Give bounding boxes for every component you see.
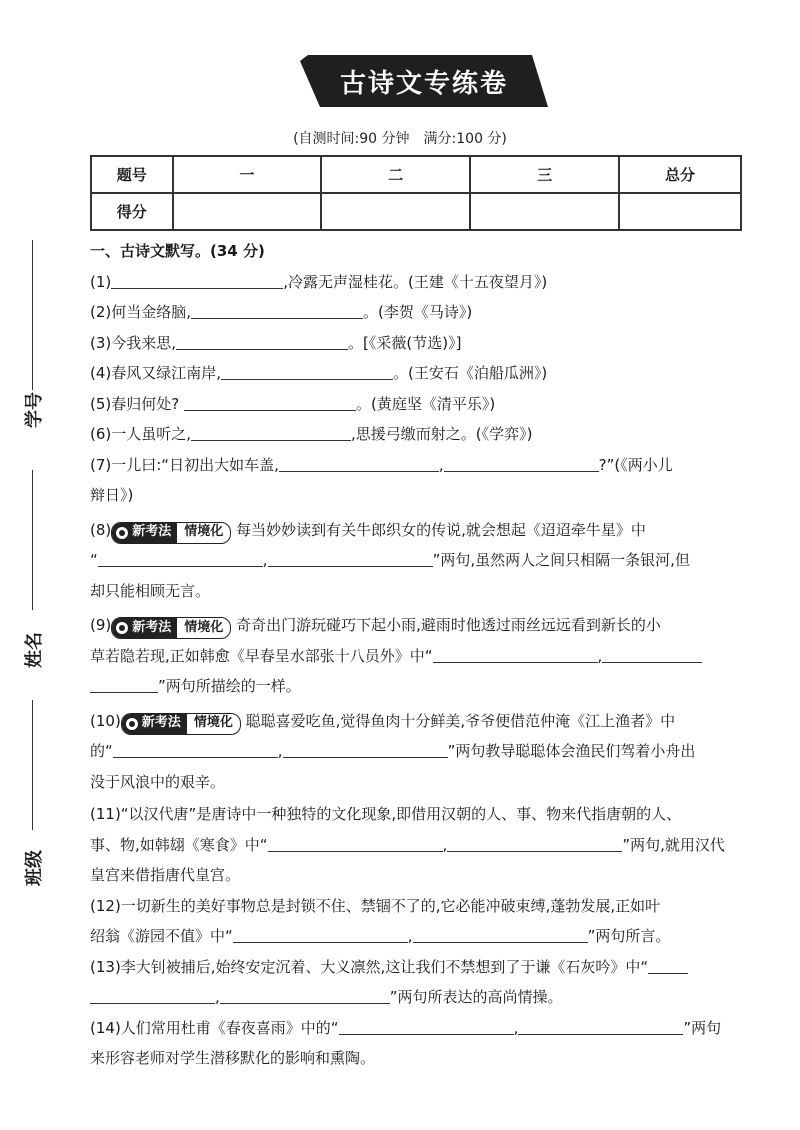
question-10 [90, 706, 760, 737]
table-cell: 总分 [619, 156, 741, 193]
q-text: , [215, 988, 220, 1006]
answer-blank[interactable] [90, 985, 215, 1004]
table-cell: 题号 [91, 156, 173, 193]
q-text: (13)李大钊被捕后,始终安定沉着、大义凛然,这让我们不禁想到了于谦《石灰吟》中“ [90, 957, 649, 976]
q-text: ”两句所言。 [587, 927, 671, 945]
answer-blank[interactable] [113, 739, 278, 758]
q-number: (8) [90, 520, 112, 539]
question-1 [90, 267, 760, 298]
q-text: 聪聪喜爱吃鱼,觉得鱼肉十分鲜美,爷爷便借范仲淹《江上渔者》中 [245, 711, 676, 730]
banji-line [32, 700, 33, 830]
q-text: , [262, 551, 268, 569]
q-text: (1) [90, 272, 112, 291]
q-text: 来形容老师对学生潜移默化的影响和熏陶。 [90, 1049, 376, 1067]
score-input-cell[interactable] [321, 193, 470, 230]
q-text: 皇宫来借指唐代皇宫。 [90, 866, 241, 884]
answer-blank[interactable] [90, 674, 158, 693]
question-14 [90, 1013, 760, 1044]
q-number: (9) [90, 616, 112, 634]
xuehao-line [32, 240, 33, 390]
q-text: 绍翁《游园不值》中“ [90, 927, 233, 945]
q-text: (2)何当金络脑, [90, 303, 192, 321]
question-5 [90, 389, 760, 420]
q-text: 奇奇出门游玩碰巧下起小雨,避雨时他透过雨丝远远看到新长的小 [236, 616, 661, 634]
question-11 [90, 799, 760, 830]
question-content [90, 236, 760, 1074]
q-text: , [438, 455, 444, 474]
q-text: ”两句教导聪聪体会渔民们驾着小舟出 [447, 742, 696, 760]
page-title: 古诗文专练卷 [339, 69, 508, 99]
new-method-tag: 新考法 情境化 [121, 713, 241, 735]
score-table-header-row [91, 156, 741, 193]
answer-blank[interactable] [184, 392, 356, 411]
question-10-line3 [90, 767, 760, 798]
q-text: 。(黄庭坚《清平乐》) [356, 394, 496, 413]
question-12 [90, 891, 760, 922]
answer-blank[interactable] [339, 1016, 514, 1035]
question-13-line2 [90, 982, 760, 1013]
title-banner [0, 55, 800, 115]
question-12-line2 [90, 921, 760, 952]
question-7 [90, 450, 760, 481]
xuehao-label: 学号 [24, 392, 45, 428]
question-11-line3 [90, 860, 760, 891]
q-text: , [597, 646, 603, 665]
question-3 [90, 328, 760, 359]
question-10-line2 [90, 736, 760, 767]
q-text: (6)一人虽听之, [90, 425, 192, 443]
answer-blank[interactable] [444, 453, 599, 472]
table-cell: 三 [470, 156, 619, 193]
q-text: 。[《采薇(节选)》] [348, 333, 462, 352]
question-9-line3 [90, 671, 760, 702]
answer-blank[interactable] [191, 422, 351, 441]
question-8-line3 [90, 576, 760, 607]
table-cell: 一 [173, 156, 322, 193]
q-text: 却只能相顾无言。 [90, 581, 211, 600]
q-text: (12)一切新生的美好事物总是封锁不住、禁锢不了的,它必能冲破束缚,蓬勃发展,正如叶 [90, 896, 661, 915]
lightbulb-icon [126, 718, 138, 730]
answer-blank[interactable] [413, 924, 588, 943]
q-text: (14)人们常用杜甫《春夜喜雨》中的“ [90, 1018, 339, 1037]
q-number: (10) [90, 711, 121, 730]
q-text: ,思援弓缴而射之。(《学弈》) [351, 425, 533, 443]
score-table-score-row [91, 193, 741, 230]
q-text: (7)一儿曰:“日初出大如车盖, [90, 455, 279, 474]
score-input-cell[interactable] [173, 193, 322, 230]
answer-blank[interactable] [447, 833, 622, 852]
answer-blank[interactable] [176, 331, 348, 350]
answer-blank[interactable] [220, 985, 390, 1004]
answer-blank[interactable] [191, 300, 363, 319]
answer-blank[interactable] [433, 644, 598, 663]
answer-blank[interactable] [233, 924, 408, 943]
score-table [90, 155, 742, 231]
question-6 [90, 419, 760, 450]
q-text: ?”(《两小儿 [598, 455, 673, 474]
answer-blank[interactable] [98, 548, 263, 567]
table-cell: 二 [321, 156, 470, 193]
question-14-line2 [90, 1043, 760, 1074]
q-text: (5)春归何处? [90, 394, 180, 413]
answer-blank[interactable] [221, 361, 393, 380]
lightbulb-icon [116, 622, 128, 634]
new-method-tag: 新考法 情境化 [111, 617, 231, 639]
score-input-cell[interactable] [619, 193, 741, 230]
q-text: 每当妙妙读到有关牛郎织女的传说,就会想起《迢迢牵牛星》中 [236, 520, 646, 539]
question-2 [90, 297, 760, 328]
answer-blank[interactable] [648, 955, 688, 974]
question-7-cont [90, 480, 760, 511]
xingming-label: 姓名 [24, 632, 45, 668]
answer-blank[interactable] [268, 548, 433, 567]
q-text: , [513, 1018, 519, 1037]
question-8-line2 [90, 545, 760, 576]
answer-blank[interactable] [602, 644, 702, 663]
table-cell: 得分 [91, 193, 173, 230]
answer-blank[interactable] [268, 833, 443, 852]
question-11-line2 [90, 830, 760, 861]
q-text: 草若隐若现,正如韩愈《早春呈水部张十八员外》中“ [90, 646, 433, 665]
q-text: , [442, 835, 448, 854]
q-text: ”两句,虽然两人之间只相隔一条银河,但 [432, 551, 690, 569]
q-text: 没于风浪中的艰辛。 [90, 772, 226, 791]
answer-blank[interactable] [518, 1016, 683, 1035]
q-text: , [407, 927, 413, 945]
q-text: ”两句所表达的高尚情操。 [389, 988, 563, 1006]
q-text: 辩日》) [90, 486, 134, 504]
lightbulb-icon [116, 527, 128, 539]
q-text: 。(王安石《泊船瓜洲》) [393, 364, 548, 382]
q-text: (3)今我来思, [90, 333, 177, 352]
answer-blank[interactable] [111, 270, 283, 289]
question-13 [90, 952, 760, 983]
score-input-cell[interactable] [470, 193, 619, 230]
q-text: ,冷露无声湿桂花。(王建《十五夜望月》) [283, 272, 548, 291]
q-text: 。(李贺《马诗》) [363, 303, 473, 321]
q-text: ”两句所描绘的一样。 [158, 677, 301, 695]
q-text: ”两句 [683, 1018, 722, 1037]
binding-strip [0, 0, 66, 1130]
question-9 [90, 610, 760, 641]
banji-label: 班级 [24, 850, 45, 886]
section-heading: 一、古诗文默写。(34 分) [90, 242, 265, 260]
q-text: (4)春风又绿江南岸, [90, 364, 222, 382]
q-text: , [277, 742, 283, 760]
question-4 [90, 358, 760, 389]
new-method-tag: 新考法 情境化 [111, 522, 231, 544]
question-9-line2 [90, 641, 760, 672]
answer-blank[interactable] [283, 739, 448, 758]
q-text: 事、物,如韩翃《寒食》中“ [90, 835, 268, 854]
xingming-line [32, 470, 33, 610]
answer-blank[interactable] [279, 453, 439, 472]
question-8 [90, 515, 760, 546]
q-text: ”两句,就用汉代 [622, 835, 725, 854]
q-text: “ [90, 551, 98, 569]
q-text: (11)“以汉代唐”是唐诗中一种独特的文化现象,即借用汉朝的人、事、物来代指唐朝的人、 [90, 805, 682, 823]
exam-info: (自测时间:90 分钟 满分:100 分) [293, 131, 507, 147]
q-text: 的“ [90, 742, 113, 760]
